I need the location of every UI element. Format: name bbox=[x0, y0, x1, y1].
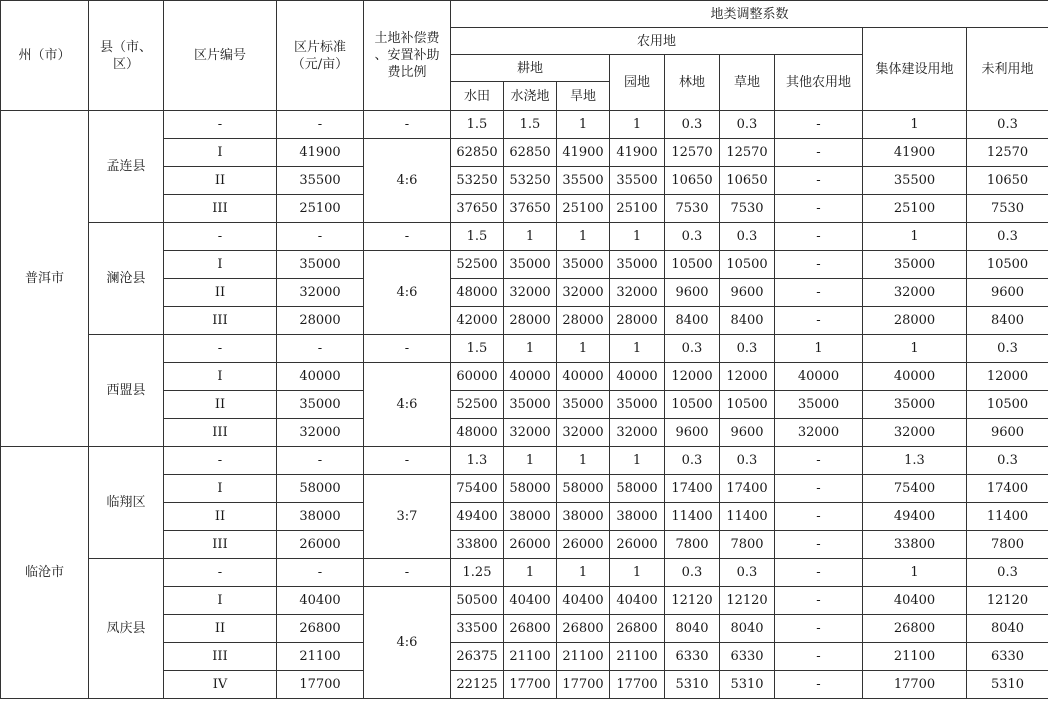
lindi-cell: 7800 bbox=[665, 531, 720, 559]
shuitian-cell: 22125 bbox=[451, 671, 504, 699]
table-row bbox=[1, 559, 1048, 587]
yuandi-cell: 26800 bbox=[610, 615, 665, 643]
qupian-cell: IV bbox=[164, 671, 277, 699]
yuandi-cell: 38000 bbox=[610, 503, 665, 531]
qita-cell: 35000 bbox=[775, 391, 863, 419]
lindi-cell: 10650 bbox=[665, 167, 720, 195]
qita-cell: 40000 bbox=[775, 363, 863, 391]
zhou-cell: 临沧市 bbox=[1, 447, 89, 699]
county-cell: 凤庆县 bbox=[89, 559, 164, 699]
caodi-cell: 12120 bbox=[720, 587, 775, 615]
jiti-cell: 1 bbox=[863, 111, 967, 139]
weiliyong-cell: 0.3 bbox=[967, 111, 1048, 139]
jiti-cell: 28000 bbox=[863, 307, 967, 335]
qita-cell: - bbox=[775, 503, 863, 531]
weiliyong-cell: 9600 bbox=[967, 279, 1048, 307]
biaozhun-cell: - bbox=[277, 447, 364, 475]
lindi-cell: 9600 bbox=[665, 279, 720, 307]
jiti-cell: 1 bbox=[863, 223, 967, 251]
handi-cell: 32000 bbox=[557, 279, 610, 307]
header-qupian: 区片编号 bbox=[164, 1, 277, 111]
handi-cell: 26000 bbox=[557, 531, 610, 559]
shuitian-cell: 1.3 bbox=[451, 447, 504, 475]
shuijiao-cell: 1 bbox=[504, 447, 557, 475]
qupian-cell: II bbox=[164, 503, 277, 531]
qupian-cell: III bbox=[164, 195, 277, 223]
shuijiao-cell: 37650 bbox=[504, 195, 557, 223]
shuitian-cell: 52500 bbox=[451, 391, 504, 419]
qupian-cell: I bbox=[164, 587, 277, 615]
qita-cell: - bbox=[775, 167, 863, 195]
table-row bbox=[1, 223, 1048, 251]
qupian-cell: II bbox=[164, 279, 277, 307]
caodi-cell: 11400 bbox=[720, 503, 775, 531]
yuandi-cell: 40000 bbox=[610, 363, 665, 391]
biaozhun-cell: 32000 bbox=[277, 279, 364, 307]
caodi-cell: 7800 bbox=[720, 531, 775, 559]
lindi-cell: 6330 bbox=[665, 643, 720, 671]
shuijiao-cell: 1 bbox=[504, 223, 557, 251]
qupian-cell: III bbox=[164, 419, 277, 447]
jiti-cell: 35500 bbox=[863, 167, 967, 195]
ratio-merged-cell: 3:7 bbox=[364, 475, 451, 559]
handi-cell: 17700 bbox=[557, 671, 610, 699]
handi-cell: 1 bbox=[557, 223, 610, 251]
yuandi-cell: 35500 bbox=[610, 167, 665, 195]
qupian-cell: II bbox=[164, 167, 277, 195]
handi-cell: 40400 bbox=[557, 587, 610, 615]
handi-cell: 35000 bbox=[557, 391, 610, 419]
caodi-cell: 12570 bbox=[720, 139, 775, 167]
biaozhun-cell: - bbox=[277, 223, 364, 251]
handi-cell: 58000 bbox=[557, 475, 610, 503]
ratio-cell: - bbox=[364, 335, 451, 363]
qupian-cell: II bbox=[164, 391, 277, 419]
header-shuijiao: 水浇地 bbox=[504, 82, 557, 111]
yuandi-cell: 17700 bbox=[610, 671, 665, 699]
biaozhun-cell: 35000 bbox=[277, 391, 364, 419]
qita-cell: - bbox=[775, 475, 863, 503]
lindi-cell: 0.3 bbox=[665, 111, 720, 139]
county-cell: 孟连县 bbox=[89, 111, 164, 223]
weiliyong-cell: 8400 bbox=[967, 307, 1048, 335]
caodi-cell: 0.3 bbox=[720, 335, 775, 363]
yuandi-cell: 58000 bbox=[610, 475, 665, 503]
shuijiao-cell: 32000 bbox=[504, 279, 557, 307]
yuandi-cell: 25100 bbox=[610, 195, 665, 223]
shuitian-cell: 48000 bbox=[451, 279, 504, 307]
weiliyong-cell: 6330 bbox=[967, 643, 1048, 671]
header-xian: 县（市、 区） bbox=[89, 1, 164, 111]
ratio-merged-cell: 4:6 bbox=[364, 251, 451, 335]
yuandi-cell: 32000 bbox=[610, 279, 665, 307]
ratio-merged-cell: 4:6 bbox=[364, 587, 451, 699]
handi-cell: 38000 bbox=[557, 503, 610, 531]
header-dilei: 地类调整系数 bbox=[451, 1, 1048, 28]
qita-cell: - bbox=[775, 307, 863, 335]
lindi-cell: 12570 bbox=[665, 139, 720, 167]
jiti-cell: 49400 bbox=[863, 503, 967, 531]
biaozhun-cell: 40400 bbox=[277, 587, 364, 615]
yuandi-cell: 1 bbox=[610, 111, 665, 139]
yuandi-cell: 21100 bbox=[610, 643, 665, 671]
ratio-cell: - bbox=[364, 559, 451, 587]
jiti-cell: 1 bbox=[863, 335, 967, 363]
header-bili: 土地补偿费 、安置补助 费比例 bbox=[364, 1, 451, 111]
caodi-cell: 9600 bbox=[720, 419, 775, 447]
weiliyong-cell: 10500 bbox=[967, 251, 1048, 279]
handi-cell: 26800 bbox=[557, 615, 610, 643]
weiliyong-cell: 10650 bbox=[967, 167, 1048, 195]
weiliyong-cell: 12570 bbox=[967, 139, 1048, 167]
handi-cell: 1 bbox=[557, 111, 610, 139]
qita-cell: - bbox=[775, 195, 863, 223]
handi-cell: 35000 bbox=[557, 251, 610, 279]
jiti-cell: 32000 bbox=[863, 279, 967, 307]
weiliyong-cell: 0.3 bbox=[967, 559, 1048, 587]
biaozhun-cell: - bbox=[277, 335, 364, 363]
handi-cell: 1 bbox=[557, 559, 610, 587]
jiti-cell: 33800 bbox=[863, 531, 967, 559]
header-qita: 其他农用地 bbox=[775, 55, 863, 111]
qita-cell: - bbox=[775, 223, 863, 251]
biaozhun-cell: 17700 bbox=[277, 671, 364, 699]
caodi-cell: 0.3 bbox=[720, 447, 775, 475]
shuijiao-cell: 26000 bbox=[504, 531, 557, 559]
biaozhun-cell: 28000 bbox=[277, 307, 364, 335]
header-handi: 旱地 bbox=[557, 82, 610, 111]
shuijiao-cell: 40400 bbox=[504, 587, 557, 615]
biaozhun-cell: 41900 bbox=[277, 139, 364, 167]
qupian-cell: III bbox=[164, 643, 277, 671]
shuijiao-cell: 35000 bbox=[504, 391, 557, 419]
zhou-cell: 普洱市 bbox=[1, 111, 89, 447]
biaozhun-cell: 21100 bbox=[277, 643, 364, 671]
jiti-cell: 35000 bbox=[863, 391, 967, 419]
caodi-cell: 5310 bbox=[720, 671, 775, 699]
biaozhun-cell: 25100 bbox=[277, 195, 364, 223]
shuijiao-cell: 26800 bbox=[504, 615, 557, 643]
biaozhun-cell: - bbox=[277, 559, 364, 587]
weiliyong-cell: 5310 bbox=[967, 671, 1048, 699]
county-cell: 西盟县 bbox=[89, 335, 164, 447]
weiliyong-cell: 9600 bbox=[967, 419, 1048, 447]
qupian-cell: - bbox=[164, 111, 277, 139]
ratio-merged-cell: 4:6 bbox=[364, 139, 451, 223]
biaozhun-cell: 40000 bbox=[277, 363, 364, 391]
caodi-cell: 0.3 bbox=[720, 111, 775, 139]
lindi-cell: 9600 bbox=[665, 419, 720, 447]
shuitian-cell: 48000 bbox=[451, 419, 504, 447]
caodi-cell: 7530 bbox=[720, 195, 775, 223]
yuandi-cell: 1 bbox=[610, 335, 665, 363]
ratio-cell: - bbox=[364, 447, 451, 475]
jiti-cell: 26800 bbox=[863, 615, 967, 643]
handi-cell: 1 bbox=[557, 335, 610, 363]
county-cell: 临翔区 bbox=[89, 447, 164, 559]
caodi-cell: 10500 bbox=[720, 391, 775, 419]
yuandi-cell: 35000 bbox=[610, 251, 665, 279]
table-body bbox=[1, 111, 1048, 699]
lindi-cell: 8040 bbox=[665, 615, 720, 643]
ratio-cell: - bbox=[364, 111, 451, 139]
qita-cell: - bbox=[775, 587, 863, 615]
shuitian-cell: 62850 bbox=[451, 139, 504, 167]
qupian-cell: I bbox=[164, 251, 277, 279]
ratio-merged-cell: 4:6 bbox=[364, 363, 451, 447]
shuijiao-cell: 58000 bbox=[504, 475, 557, 503]
weiliyong-cell: 10500 bbox=[967, 391, 1048, 419]
qita-cell: 32000 bbox=[775, 419, 863, 447]
biaozhun-cell: 35500 bbox=[277, 167, 364, 195]
lindi-cell: 0.3 bbox=[665, 447, 720, 475]
lindi-cell: 0.3 bbox=[665, 223, 720, 251]
header-biaozhun: 区片标准 （元/亩） bbox=[277, 1, 364, 111]
lindi-cell: 10500 bbox=[665, 251, 720, 279]
qupian-cell: - bbox=[164, 447, 277, 475]
caodi-cell: 0.3 bbox=[720, 559, 775, 587]
yuandi-cell: 35000 bbox=[610, 391, 665, 419]
handi-cell: 35500 bbox=[557, 167, 610, 195]
weiliyong-cell: 0.3 bbox=[967, 223, 1048, 251]
qupian-cell: - bbox=[164, 223, 277, 251]
header-weiliyong: 未利用地 bbox=[967, 28, 1048, 111]
qupian-cell: - bbox=[164, 559, 277, 587]
jiti-cell: 32000 bbox=[863, 419, 967, 447]
header-gengdi: 耕地 bbox=[451, 55, 610, 82]
biaozhun-cell: 26000 bbox=[277, 531, 364, 559]
shuitian-cell: 1.5 bbox=[451, 223, 504, 251]
handi-cell: 32000 bbox=[557, 419, 610, 447]
lindi-cell: 8400 bbox=[665, 307, 720, 335]
jiti-cell: 1.3 bbox=[863, 447, 967, 475]
handi-cell: 41900 bbox=[557, 139, 610, 167]
biaozhun-cell: 35000 bbox=[277, 251, 364, 279]
yuandi-cell: 41900 bbox=[610, 139, 665, 167]
qita-cell: - bbox=[775, 559, 863, 587]
handi-cell: 40000 bbox=[557, 363, 610, 391]
lindi-cell: 10500 bbox=[665, 391, 720, 419]
jiti-cell: 40000 bbox=[863, 363, 967, 391]
yuandi-cell: 28000 bbox=[610, 307, 665, 335]
weiliyong-cell: 12120 bbox=[967, 587, 1048, 615]
caodi-cell: 0.3 bbox=[720, 223, 775, 251]
jiti-cell: 21100 bbox=[863, 643, 967, 671]
jiti-cell: 35000 bbox=[863, 251, 967, 279]
header-nongyong: 农用地 bbox=[451, 28, 863, 55]
lindi-cell: 0.3 bbox=[665, 335, 720, 363]
table-row bbox=[1, 447, 1048, 475]
weiliyong-cell: 11400 bbox=[967, 503, 1048, 531]
shuijiao-cell: 35000 bbox=[504, 251, 557, 279]
shuijiao-cell: 1 bbox=[504, 559, 557, 587]
yuandi-cell: 32000 bbox=[610, 419, 665, 447]
shuitian-cell: 53250 bbox=[451, 167, 504, 195]
qita-cell: - bbox=[775, 531, 863, 559]
handi-cell: 28000 bbox=[557, 307, 610, 335]
biaozhun-cell: 38000 bbox=[277, 503, 364, 531]
shuijiao-cell: 21100 bbox=[504, 643, 557, 671]
yuandi-cell: 40400 bbox=[610, 587, 665, 615]
caodi-cell: 9600 bbox=[720, 279, 775, 307]
jiti-cell: 1 bbox=[863, 559, 967, 587]
county-cell: 澜沧县 bbox=[89, 223, 164, 335]
handi-cell: 1 bbox=[557, 447, 610, 475]
qita-cell: - bbox=[775, 615, 863, 643]
table-header bbox=[1, 1, 1048, 111]
lindi-cell: 7530 bbox=[665, 195, 720, 223]
qita-cell: - bbox=[775, 643, 863, 671]
shuijiao-cell: 28000 bbox=[504, 307, 557, 335]
caodi-cell: 12000 bbox=[720, 363, 775, 391]
shuijiao-cell: 62850 bbox=[504, 139, 557, 167]
shuijiao-cell: 40000 bbox=[504, 363, 557, 391]
qupian-cell: III bbox=[164, 307, 277, 335]
jiti-cell: 75400 bbox=[863, 475, 967, 503]
lindi-cell: 5310 bbox=[665, 671, 720, 699]
lindi-cell: 12000 bbox=[665, 363, 720, 391]
weiliyong-cell: 12000 bbox=[967, 363, 1048, 391]
yuandi-cell: 26000 bbox=[610, 531, 665, 559]
biaozhun-cell: - bbox=[277, 111, 364, 139]
caodi-cell: 10650 bbox=[720, 167, 775, 195]
handi-cell: 25100 bbox=[557, 195, 610, 223]
shuijiao-cell: 1.5 bbox=[504, 111, 557, 139]
shuijiao-cell: 32000 bbox=[504, 419, 557, 447]
shuijiao-cell: 38000 bbox=[504, 503, 557, 531]
weiliyong-cell: 0.3 bbox=[967, 447, 1048, 475]
jiti-cell: 17700 bbox=[863, 671, 967, 699]
caodi-cell: 17400 bbox=[720, 475, 775, 503]
lindi-cell: 12120 bbox=[665, 587, 720, 615]
header-lindi: 林地 bbox=[665, 55, 720, 111]
shuitian-cell: 1.25 bbox=[451, 559, 504, 587]
shuitian-cell: 33800 bbox=[451, 531, 504, 559]
table-row bbox=[1, 111, 1048, 139]
qupian-cell: II bbox=[164, 615, 277, 643]
shuitian-cell: 75400 bbox=[451, 475, 504, 503]
biaozhun-cell: 58000 bbox=[277, 475, 364, 503]
shuitian-cell: 1.5 bbox=[451, 111, 504, 139]
header-caodi: 草地 bbox=[720, 55, 775, 111]
ratio-cell: - bbox=[364, 223, 451, 251]
caodi-cell: 8400 bbox=[720, 307, 775, 335]
shuitian-cell: 50500 bbox=[451, 587, 504, 615]
weiliyong-cell: 17400 bbox=[967, 475, 1048, 503]
table-row bbox=[1, 335, 1048, 363]
yuandi-cell: 1 bbox=[610, 223, 665, 251]
weiliyong-cell: 8040 bbox=[967, 615, 1048, 643]
biaozhun-cell: 26800 bbox=[277, 615, 364, 643]
shuijiao-cell: 1 bbox=[504, 335, 557, 363]
caodi-cell: 10500 bbox=[720, 251, 775, 279]
jiti-cell: 40400 bbox=[863, 587, 967, 615]
qita-cell: - bbox=[775, 251, 863, 279]
shuitian-cell: 26375 bbox=[451, 643, 504, 671]
yuandi-cell: 1 bbox=[610, 559, 665, 587]
qita-cell: - bbox=[775, 279, 863, 307]
shuijiao-cell: 17700 bbox=[504, 671, 557, 699]
header-zhou: 州（市） bbox=[1, 1, 89, 111]
qupian-cell: I bbox=[164, 475, 277, 503]
qita-cell: - bbox=[775, 671, 863, 699]
handi-cell: 21100 bbox=[557, 643, 610, 671]
shuitian-cell: 33500 bbox=[451, 615, 504, 643]
qita-cell: - bbox=[775, 447, 863, 475]
caodi-cell: 6330 bbox=[720, 643, 775, 671]
shuitian-cell: 37650 bbox=[451, 195, 504, 223]
lindi-cell: 17400 bbox=[665, 475, 720, 503]
qupian-cell: I bbox=[164, 139, 277, 167]
qita-cell: - bbox=[775, 111, 863, 139]
weiliyong-cell: 0.3 bbox=[967, 335, 1048, 363]
shuitian-cell: 42000 bbox=[451, 307, 504, 335]
jiti-cell: 41900 bbox=[863, 139, 967, 167]
header-yuandi: 园地 bbox=[610, 55, 665, 111]
qupian-cell: I bbox=[164, 363, 277, 391]
yuandi-cell: 1 bbox=[610, 447, 665, 475]
lindi-cell: 0.3 bbox=[665, 559, 720, 587]
qupian-cell: III bbox=[164, 531, 277, 559]
caodi-cell: 8040 bbox=[720, 615, 775, 643]
header-jiti: 集体建设用地 bbox=[863, 28, 967, 111]
shuijiao-cell: 53250 bbox=[504, 167, 557, 195]
qita-cell: - bbox=[775, 139, 863, 167]
lindi-cell: 11400 bbox=[665, 503, 720, 531]
shuitian-cell: 52500 bbox=[451, 251, 504, 279]
shuitian-cell: 49400 bbox=[451, 503, 504, 531]
weiliyong-cell: 7800 bbox=[967, 531, 1048, 559]
jiti-cell: 25100 bbox=[863, 195, 967, 223]
header-shuitian: 水田 bbox=[451, 82, 504, 111]
biaozhun-cell: 32000 bbox=[277, 419, 364, 447]
qupian-cell: - bbox=[164, 335, 277, 363]
weiliyong-cell: 7530 bbox=[967, 195, 1048, 223]
shuitian-cell: 60000 bbox=[451, 363, 504, 391]
shuitian-cell: 1.5 bbox=[451, 335, 504, 363]
qita-cell: 1 bbox=[775, 335, 863, 363]
